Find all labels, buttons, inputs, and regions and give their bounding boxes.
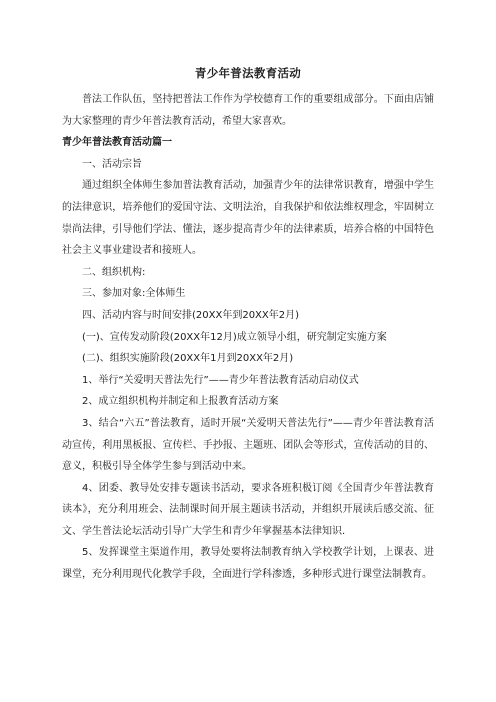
paragraph-organization: 二、组织机构:: [82, 266, 146, 278]
list-item-4: 4、团委、教导处安排专题读书活动，要求各班积极订阅《全国青少年普法教育读本》，充分利用班会、法制课时间开展主题读书活动，并组织开展读后感交流、征文、学生普法论坛活动引导广大学生和青少年掌握基本法律知识.: [62, 482, 434, 537]
list-item-5: 5、发挥课堂主渠道作用，教导处要将法制教育纳入学校教学计划，上课表、进课堂，充分利用现代化教学手段，全面进行学科渗透，多种形式进行课堂法制教育。: [62, 547, 434, 581]
intro-paragraph: 普法工作队伍，坚持把普法工作作为学校德育工作的重要组成部分。下面由店铺为大家整理的青少年普法教育活动，希望大家喜欢。: [62, 94, 434, 127]
paragraph-phase-one: (一)、宣传发动阶段(20XX年12月)成立领导小组，研究制定实施方案: [82, 331, 387, 343]
paragraph-purpose-heading: 一、活动宗旨: [82, 158, 142, 170]
section-heading: 青少年普法教育活动篇一: [62, 137, 172, 149]
paragraph-purpose: 通过组织全体师生参加普法教育活动，加强青少年的法律常识教育，增强中学生的法律意识，培养他们的爱国守法、文明法治，自我保护和依法维权理念，牢固树立崇尚法律，引导他们学法、懂法，逐步提高青少年的法律素质，培养合格的中国特色社会主义事业建设者和接班人。: [62, 180, 434, 257]
paragraph-schedule: 四、活动内容与时间安排(20XX年到20XX年2月): [82, 309, 300, 321]
list-item-2: 2、成立组织机构并制定和上报教育活动方案: [82, 396, 279, 408]
document-title: 青少年普法教育活动: [194, 66, 302, 80]
list-item-1: 1、举行“关爱明天普法先行”——青少年普法教育活动启动仪式: [82, 374, 359, 386]
list-item-3: 3、结合“六五”普法教育，适时开展“关爱明天普法先行”——青少年普法教育活动宣传，利用黑板报、宣传栏、手抄报、主题班、团队会等形式，宣传活动的目的、意义，积极引导全体学生参与到活动中来。: [62, 417, 434, 473]
paragraph-phase-two: (二)、组织实施阶段(20XX年1月到20XX年2月): [82, 353, 294, 365]
paragraph-participants: 三、参加对象:全体师生: [82, 288, 186, 300]
